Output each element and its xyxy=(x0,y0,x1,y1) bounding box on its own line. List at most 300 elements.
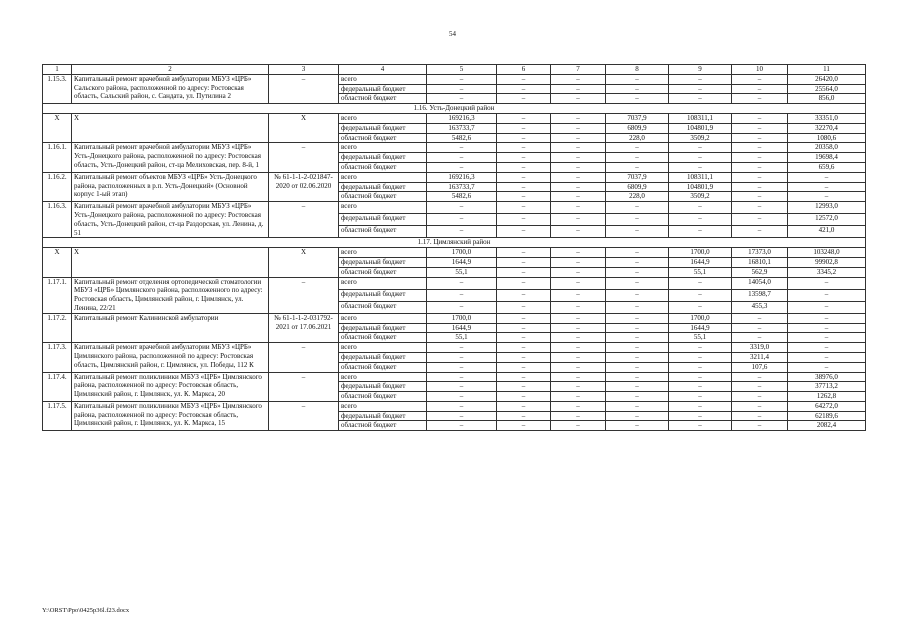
table-row xyxy=(43,277,866,289)
amount-cell: – xyxy=(551,162,606,172)
amount-cell: – xyxy=(551,323,606,333)
amount-cell: 108311,1 xyxy=(669,113,732,123)
funding-source: областной бюджет xyxy=(339,192,427,202)
amount-cell: – xyxy=(497,411,551,421)
amount-cell: – xyxy=(669,343,732,353)
amount-cell: – xyxy=(497,84,551,94)
amount-cell: – xyxy=(669,392,732,402)
amount-cell: – xyxy=(732,133,788,143)
project-doc: № 61-1-1-2-021847-2020 от 02.06.2020 xyxy=(269,172,339,201)
amount-cell: 1644,9 xyxy=(427,257,497,267)
page-number: 54 xyxy=(449,30,456,38)
amount-cell: – xyxy=(788,352,866,362)
table-row xyxy=(43,202,866,214)
amount-cell: – xyxy=(606,277,669,289)
table-row xyxy=(43,113,866,123)
funding-source: всего xyxy=(339,277,427,289)
funding-source: областной бюджет xyxy=(339,362,427,372)
amount-cell: – xyxy=(669,301,732,313)
funding-source: федеральный бюджет xyxy=(339,411,427,421)
amount-cell: 1700,0 xyxy=(669,313,732,323)
project-doc: – xyxy=(269,277,339,313)
funding-source: федеральный бюджет xyxy=(339,382,427,392)
project-doc: № 61-1-1-2-031792-2021 от 17.06.2021 xyxy=(269,313,339,342)
amount-cell: – xyxy=(497,143,551,153)
amount-cell: – xyxy=(732,214,788,226)
amount-cell: – xyxy=(427,202,497,214)
amount-cell: – xyxy=(551,202,606,214)
table-row xyxy=(43,313,866,323)
amount-cell: – xyxy=(497,267,551,277)
amount-cell: – xyxy=(427,214,497,226)
amount-cell: – xyxy=(606,392,669,402)
amount-cell: – xyxy=(497,333,551,343)
funding-source: федеральный бюджет xyxy=(339,123,427,133)
amount-cell: 55,1 xyxy=(427,333,497,343)
amount-cell: 1644,9 xyxy=(669,323,732,333)
amount-cell: – xyxy=(551,289,606,301)
amount-cell: – xyxy=(427,411,497,421)
row-number: Х xyxy=(43,113,72,142)
amount-cell: – xyxy=(669,153,732,163)
column-number: 8 xyxy=(606,65,669,75)
amount-cell: 1700,0 xyxy=(669,248,732,258)
amount-cell: – xyxy=(669,214,732,226)
amount-cell: – xyxy=(427,372,497,382)
amount-cell: – xyxy=(497,362,551,372)
row-number: 1.17.3. xyxy=(43,343,72,372)
amount-cell: – xyxy=(732,84,788,94)
amount-cell: – xyxy=(606,202,669,214)
amount-cell: – xyxy=(788,362,866,372)
amount-cell: 99902,8 xyxy=(788,257,866,267)
amount-cell: – xyxy=(497,343,551,353)
amount-cell: 3211,4 xyxy=(732,352,788,362)
table-row xyxy=(43,143,866,153)
funding-source: всего xyxy=(339,113,427,123)
funding-source: всего xyxy=(339,401,427,411)
amount-cell: – xyxy=(732,113,788,123)
row-number: 1.17.5. xyxy=(43,401,72,430)
amount-cell: – xyxy=(606,372,669,382)
table-row xyxy=(43,74,866,84)
amount-cell: – xyxy=(669,277,732,289)
funding-source: федеральный бюджет xyxy=(339,214,427,226)
amount-cell: – xyxy=(606,401,669,411)
row-number: 1.16.3. xyxy=(43,202,72,238)
amount-cell: – xyxy=(606,313,669,323)
amount-cell: 55,1 xyxy=(427,267,497,277)
amount-cell: – xyxy=(551,133,606,143)
table-row xyxy=(43,372,866,382)
amount-cell: 7037,9 xyxy=(606,172,669,182)
funding-table xyxy=(42,64,866,431)
amount-cell: – xyxy=(788,313,866,323)
column-number: 10 xyxy=(732,65,788,75)
amount-cell: – xyxy=(551,182,606,192)
amount-cell: – xyxy=(497,301,551,313)
object-name: Капитальный ремонт отделения ортопедической стоматологии МБУЗ «ЦРБ» Цимлянского района, расположенного по адресу: Ростовская область, Цимлянский район, г. Цимлянск, ул. Ленина, 22/21 xyxy=(72,277,269,313)
funding-source: областной бюджет xyxy=(339,162,427,172)
amount-cell: – xyxy=(606,301,669,313)
section-title: 1.16. Усть-Донецкий район xyxy=(43,104,866,114)
row-number: 1.15.3. xyxy=(43,74,72,103)
amount-cell: – xyxy=(427,343,497,353)
amount-cell: – xyxy=(551,172,606,182)
amount-cell: – xyxy=(497,214,551,226)
amount-cell: – xyxy=(669,411,732,421)
funding-source: областной бюджет xyxy=(339,392,427,402)
amount-cell: – xyxy=(606,333,669,343)
amount-cell: 169216,3 xyxy=(427,172,497,182)
amount-cell: – xyxy=(669,74,732,84)
amount-cell: – xyxy=(788,323,866,333)
amount-cell: – xyxy=(788,172,866,182)
amount-cell: – xyxy=(669,401,732,411)
amount-cell: – xyxy=(427,94,497,104)
amount-cell: 55,1 xyxy=(669,267,732,277)
amount-cell: – xyxy=(669,143,732,153)
amount-cell: – xyxy=(551,113,606,123)
amount-cell: 421,0 xyxy=(788,226,866,238)
section-row xyxy=(43,238,866,248)
amount-cell: 64272,0 xyxy=(788,401,866,411)
funding-source: федеральный бюджет xyxy=(339,182,427,192)
funding-source: всего xyxy=(339,343,427,353)
amount-cell: – xyxy=(497,113,551,123)
amount-cell: – xyxy=(427,382,497,392)
amount-cell: – xyxy=(497,372,551,382)
amount-cell: – xyxy=(551,226,606,238)
amount-cell: – xyxy=(551,74,606,84)
amount-cell: 33351,0 xyxy=(788,113,866,123)
amount-cell: – xyxy=(497,257,551,267)
amount-cell: 3319,0 xyxy=(732,343,788,353)
amount-cell: 103248,0 xyxy=(788,248,866,258)
funding-source: федеральный бюджет xyxy=(339,289,427,301)
amount-cell: – xyxy=(606,352,669,362)
funding-source: областной бюджет xyxy=(339,133,427,143)
amount-cell: 13598,7 xyxy=(732,289,788,301)
amount-cell: 3509,2 xyxy=(669,192,732,202)
amount-cell: 16810,1 xyxy=(732,257,788,267)
amount-cell: – xyxy=(551,352,606,362)
amount-cell: – xyxy=(427,401,497,411)
amount-cell: – xyxy=(551,192,606,202)
amount-cell: – xyxy=(606,421,669,431)
column-number: 7 xyxy=(551,65,606,75)
amount-cell: – xyxy=(497,352,551,362)
amount-cell: – xyxy=(606,153,669,163)
amount-cell: – xyxy=(427,226,497,238)
amount-cell: – xyxy=(788,277,866,289)
funding-source: федеральный бюджет xyxy=(339,323,427,333)
project-doc: – xyxy=(269,143,339,172)
funding-source: всего xyxy=(339,202,427,214)
amount-cell: – xyxy=(732,421,788,431)
amount-cell: – xyxy=(732,333,788,343)
section-row xyxy=(43,104,866,114)
amount-cell: 1644,9 xyxy=(669,257,732,267)
table-body xyxy=(43,65,866,431)
amount-cell: 3345,2 xyxy=(788,267,866,277)
amount-cell: – xyxy=(732,382,788,392)
amount-cell: – xyxy=(788,343,866,353)
column-number: 11 xyxy=(788,65,866,75)
amount-cell: 1700,0 xyxy=(427,313,497,323)
amount-cell: 1644,9 xyxy=(427,323,497,333)
amount-cell: – xyxy=(606,94,669,104)
amount-cell: – xyxy=(669,84,732,94)
amount-cell: – xyxy=(606,362,669,372)
amount-cell: – xyxy=(669,352,732,362)
funding-source: областной бюджет xyxy=(339,94,427,104)
funding-source: федеральный бюджет xyxy=(339,352,427,362)
amount-cell: – xyxy=(497,392,551,402)
object-name: Х xyxy=(72,248,269,277)
amount-cell: 107,6 xyxy=(732,362,788,372)
amount-cell: 55,1 xyxy=(669,333,732,343)
amount-cell: – xyxy=(788,289,866,301)
amount-cell: – xyxy=(606,84,669,94)
amount-cell: – xyxy=(551,257,606,267)
amount-cell: – xyxy=(606,267,669,277)
amount-cell: – xyxy=(497,94,551,104)
table-row xyxy=(43,172,866,182)
project-doc: Х xyxy=(269,113,339,142)
funding-source: всего xyxy=(339,74,427,84)
object-name: Капитальный ремонт поликлиники МБУЗ «ЦРБ» Цимлянского района, расположенной по адресу: Ростовская область, Цимлянский район, г. Цимлянск, ул. К. Маркса, 20 xyxy=(72,372,269,401)
amount-cell: – xyxy=(497,162,551,172)
amount-cell: – xyxy=(732,172,788,182)
amount-cell: – xyxy=(427,301,497,313)
amount-cell: – xyxy=(606,382,669,392)
funding-source: областной бюджет xyxy=(339,301,427,313)
amount-cell: 32270,4 xyxy=(788,123,866,133)
amount-cell: – xyxy=(551,123,606,133)
amount-cell: – xyxy=(788,333,866,343)
amount-cell: – xyxy=(732,323,788,333)
amount-cell: 20358,0 xyxy=(788,143,866,153)
row-number: 1.17.2. xyxy=(43,313,72,342)
column-number: 6 xyxy=(497,65,551,75)
amount-cell: – xyxy=(732,94,788,104)
amount-cell: – xyxy=(551,313,606,323)
amount-cell: – xyxy=(497,277,551,289)
amount-cell: – xyxy=(732,74,788,84)
column-number: 4 xyxy=(339,65,427,75)
amount-cell: – xyxy=(427,352,497,362)
amount-cell: – xyxy=(497,74,551,84)
column-number-row xyxy=(43,65,866,75)
amount-cell: 25564,0 xyxy=(788,84,866,94)
amount-cell: – xyxy=(669,226,732,238)
amount-cell: – xyxy=(606,226,669,238)
amount-cell: – xyxy=(551,94,606,104)
funding-source: областной бюджет xyxy=(339,333,427,343)
amount-cell: – xyxy=(732,372,788,382)
amount-cell: – xyxy=(606,248,669,258)
amount-cell: – xyxy=(669,382,732,392)
object-name: Капитальный ремонт Калининской амбулатории xyxy=(72,313,269,342)
amount-cell: – xyxy=(606,257,669,267)
amount-cell: – xyxy=(497,226,551,238)
funding-source: областной бюджет xyxy=(339,226,427,238)
column-number: 3 xyxy=(269,65,339,75)
amount-cell: – xyxy=(497,182,551,192)
amount-cell: 228,0 xyxy=(606,133,669,143)
amount-cell: – xyxy=(497,153,551,163)
funding-source: всего xyxy=(339,248,427,258)
project-doc: Х xyxy=(269,248,339,277)
amount-cell: – xyxy=(497,202,551,214)
amount-cell: – xyxy=(551,333,606,343)
object-name: Капитальный ремонт поликлиники МБУЗ «ЦРБ» Цимлянского района, расположенной по адресу: Ростовская область, Цимлянский район, г. Цимлянск, ул. К. Маркса, 15 xyxy=(72,401,269,430)
project-doc: – xyxy=(269,401,339,430)
amount-cell: 38976,0 xyxy=(788,372,866,382)
amount-cell: – xyxy=(497,323,551,333)
object-name: Капитальный ремонт врачебной амбулатории МБУЗ «ЦРБ» Усть-Донецкого района, расположенной по адресу: Ростовская область, Усть-Донецкий район, ст-ца Раздорская, ул. Ленина, д. 51 xyxy=(72,202,269,238)
amount-cell: – xyxy=(551,411,606,421)
column-number: 1 xyxy=(43,65,72,75)
project-doc: – xyxy=(269,202,339,238)
amount-cell: 7037,9 xyxy=(606,113,669,123)
amount-cell: – xyxy=(497,289,551,301)
amount-cell: 6809,9 xyxy=(606,182,669,192)
amount-cell: 856,0 xyxy=(788,94,866,104)
amount-cell: 169216,3 xyxy=(427,113,497,123)
amount-cell: – xyxy=(606,143,669,153)
amount-cell: – xyxy=(732,143,788,153)
amount-cell: – xyxy=(669,421,732,431)
column-number: 5 xyxy=(427,65,497,75)
amount-cell: – xyxy=(732,392,788,402)
amount-cell: 1262,8 xyxy=(788,392,866,402)
amount-cell: 37713,2 xyxy=(788,382,866,392)
project-doc: – xyxy=(269,74,339,103)
amount-cell: – xyxy=(732,162,788,172)
amount-cell: 108311,1 xyxy=(669,172,732,182)
amount-cell: – xyxy=(606,411,669,421)
amount-cell: 163733,7 xyxy=(427,123,497,133)
amount-cell: – xyxy=(669,289,732,301)
amount-cell: – xyxy=(669,94,732,104)
amount-cell: – xyxy=(551,372,606,382)
project-doc: – xyxy=(269,372,339,401)
funding-source: федеральный бюджет xyxy=(339,153,427,163)
amount-cell: – xyxy=(551,362,606,372)
amount-cell: – xyxy=(732,411,788,421)
amount-cell: – xyxy=(551,84,606,94)
row-number: 1.16.1. xyxy=(43,143,72,172)
amount-cell: – xyxy=(732,192,788,202)
amount-cell: – xyxy=(732,202,788,214)
amount-cell: – xyxy=(497,248,551,258)
amount-cell: 17373,0 xyxy=(732,248,788,258)
funding-source: всего xyxy=(339,172,427,182)
amount-cell: 163733,7 xyxy=(427,182,497,192)
amount-cell: 1700,0 xyxy=(427,248,497,258)
amount-cell: 12572,0 xyxy=(788,214,866,226)
funding-source: всего xyxy=(339,143,427,153)
amount-cell: 659,6 xyxy=(788,162,866,172)
table-row xyxy=(43,248,866,258)
funding-source: областной бюджет xyxy=(339,421,427,431)
funding-source: федеральный бюджет xyxy=(339,84,427,94)
file-path-footer: Y:\ORST\Ppo\0425p36l.f23.docx xyxy=(42,607,130,614)
amount-cell: – xyxy=(427,362,497,372)
row-number: Х xyxy=(43,248,72,277)
amount-cell: 19698,4 xyxy=(788,153,866,163)
amount-cell: – xyxy=(551,153,606,163)
amount-cell: – xyxy=(497,172,551,182)
amount-cell: – xyxy=(427,153,497,163)
row-number: 1.17.1. xyxy=(43,277,72,313)
row-number: 1.16.2. xyxy=(43,172,72,201)
funding-source: всего xyxy=(339,372,427,382)
amount-cell: – xyxy=(732,313,788,323)
amount-cell: – xyxy=(497,421,551,431)
amount-cell: – xyxy=(497,123,551,133)
amount-cell: – xyxy=(606,289,669,301)
amount-cell: – xyxy=(732,182,788,192)
amount-cell: – xyxy=(551,143,606,153)
amount-cell: – xyxy=(551,401,606,411)
amount-cell: 455,3 xyxy=(732,301,788,313)
amount-cell: 14054,0 xyxy=(732,277,788,289)
amount-cell: 562,9 xyxy=(732,267,788,277)
amount-cell: 5482,6 xyxy=(427,192,497,202)
amount-cell: – xyxy=(669,372,732,382)
amount-cell: – xyxy=(427,392,497,402)
object-name: Х xyxy=(72,113,269,142)
funding-source: федеральный бюджет xyxy=(339,257,427,267)
amount-cell: – xyxy=(427,277,497,289)
amount-cell: – xyxy=(427,84,497,94)
amount-cell: – xyxy=(606,343,669,353)
amount-cell: – xyxy=(551,301,606,313)
amount-cell: 62189,6 xyxy=(788,411,866,421)
amount-cell: 5482,6 xyxy=(427,133,497,143)
table-row xyxy=(43,343,866,353)
amount-cell: – xyxy=(551,214,606,226)
amount-cell: – xyxy=(551,248,606,258)
amount-cell: 228,0 xyxy=(606,192,669,202)
amount-cell: – xyxy=(669,362,732,372)
amount-cell: – xyxy=(551,382,606,392)
amount-cell: – xyxy=(788,182,866,192)
amount-cell: – xyxy=(427,74,497,84)
row-number: 1.17.4. xyxy=(43,372,72,401)
amount-cell: 3509,2 xyxy=(669,133,732,143)
amount-cell: – xyxy=(427,162,497,172)
amount-cell: 2082,4 xyxy=(788,421,866,431)
funding-source: областной бюджет xyxy=(339,267,427,277)
section-title: 1.17. Цимлянский район xyxy=(43,238,866,248)
amount-cell: 104801,9 xyxy=(669,182,732,192)
amount-cell: – xyxy=(788,301,866,313)
amount-cell: – xyxy=(497,133,551,143)
amount-cell: – xyxy=(669,202,732,214)
amount-cell: – xyxy=(606,214,669,226)
amount-cell: – xyxy=(497,313,551,323)
amount-cell: – xyxy=(669,162,732,172)
amount-cell: – xyxy=(551,421,606,431)
amount-cell: 6809,9 xyxy=(606,123,669,133)
amount-cell: – xyxy=(732,123,788,133)
amount-cell: – xyxy=(732,401,788,411)
amount-cell: – xyxy=(732,226,788,238)
